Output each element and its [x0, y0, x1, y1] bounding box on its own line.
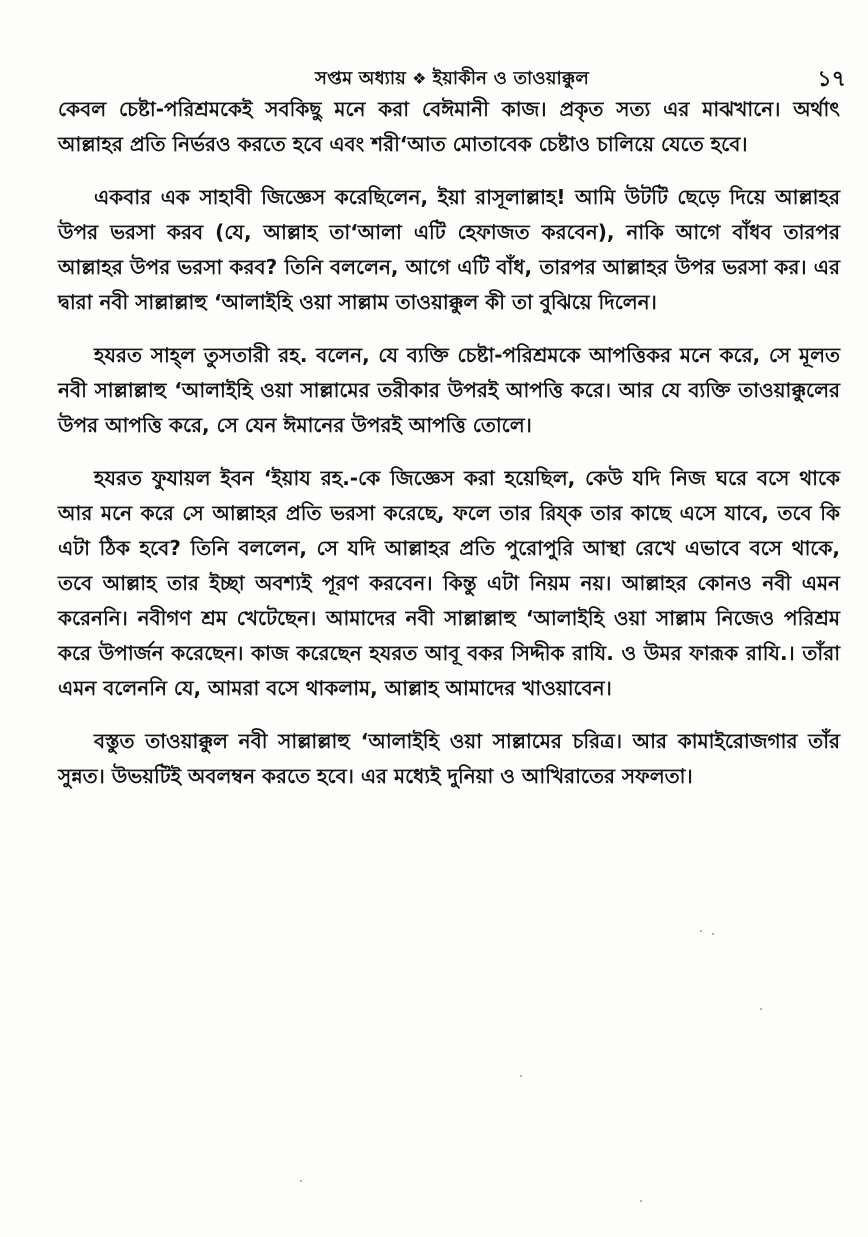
paper-speck [520, 1075, 522, 1077]
paper-speck [760, 1008, 762, 1010]
page-number: ১৭ [817, 67, 846, 92]
body-text [58, 92, 840, 812]
topic-label: ইয়াকীন ও তাওয়াক্কুল [432, 68, 589, 89]
diamond-separator-icon: ❖ [412, 69, 427, 88]
paragraph-5: বস্তুত তাওয়াক্কুল নবী সাল্লাল্লাহু ‘আলাইহি ওয়া সাল্লামের চরিত্র। আর কামাইরোজগার তাঁর সুন্নত। উভয়টিই অবলম্বন করতে হবে। এর মধ্যেই দুনিয়া ও আখিরাতের সফলতা। [58, 729, 840, 788]
chapter-label: সপ্তম অধ্যায় [315, 68, 407, 89]
paragraph-1: কেবল চেষ্টা-পরিশ্রমকেই সবকিছু মনে করা বেঈমানী কাজ। প্রকৃত সত্য এর মাঝখানে। অর্থাৎ আল্লাহর প্রতি নির্ভরও করতে হবে এবং শরী‘আত মোতাবেক চেষ্টাও চালিয়ে যেতে হবে। [58, 97, 840, 156]
paper-speck [712, 933, 714, 935]
paragraph-4: হযরত ফুযায়ল ইবন ‘ইয়ায রহ.-কে জিজ্ঞেস করা হয়েছিল, কেউ যদি নিজ ঘরে বসে থাকে আর মনে করে সে আল্লাহর প্রতি ভরসা করেছে, ফলে তার রিয্‌ক তার কাছে এসে যাবে, তবে কি এটা ঠিক হবে? তিনি বললেন, সে যদি আল্লাহর প্রতি পুরোপুরি আস্থা রেখে এভাবে বসে থাকে, তবে আল্লাহ তার ইচ্ছা অবশ্যই পূরণ করবেন। কিন্তু এটা নিয়ম নয়। আল্লাহর কোনও নবী এমন করেননি। নবীগণ শ্রম খেটেছেন। আমাদের নবী সাল্লাল্লাহু ‘আলাইহি ওয়া সাল্লাম নিজেও পরিশ্রম করে উপার্জন করেছেন। কাজ করেছেন হযরত আবূ বকর সিদ্দীক রাযি. ও উমর ফারূক রাযি.। তাঁরা এমন বলেননি যে, আমরা বসে থাকলাম, আল্লাহ আমাদের খাওয়াবেন। [58, 466, 840, 700]
paragraph-3: হযরত সাহ্‌ল তুসতারী রহ. বলেন, যে ব্যক্তি চেষ্টা-পরিশ্রমকে আপত্তিকর মনে করে, সে মূলত নবী সাল্লাল্লাহু ‘আলাইহি ওয়া সাল্লামের তরীকার উপরই আপত্তি করে। আর যে ব্যক্তি তাওয়াক্কুলের উপর আপত্তি করে, সে যেন ঈমানের উপরই আপত্তি তোলে। [58, 343, 840, 437]
paper-speck [700, 930, 702, 932]
paragraph-2: একবার এক সাহাবী জিজ্ঞেস করেছিলেন, ইয়া রাসূলাল্লাহ! আমি উটটি ছেড়ে দিয়ে আল্লাহর উপর ভরসা করব (যে, আল্লাহ তা‘আলা এটি হেফাজত করবেন), নাকি আগে বাঁধব তারপর আল্লাহর উপর ভরসা করব? তিনি বললেন, আগে এটি বাঁধ, তারপর আল্লাহর উপর ভরসা কর। এর দ্বারা নবী সাল্লাল্লাহু ‘আলাইহি ওয়া সাল্লাম তাওয়াক্কুল কী তা বুঝিয়ে দিলেন। [58, 185, 840, 314]
running-header [58, 62, 846, 92]
header-title [58, 64, 846, 95]
paper-speck [300, 1180, 302, 1182]
paper-speck [640, 1200, 642, 1202]
